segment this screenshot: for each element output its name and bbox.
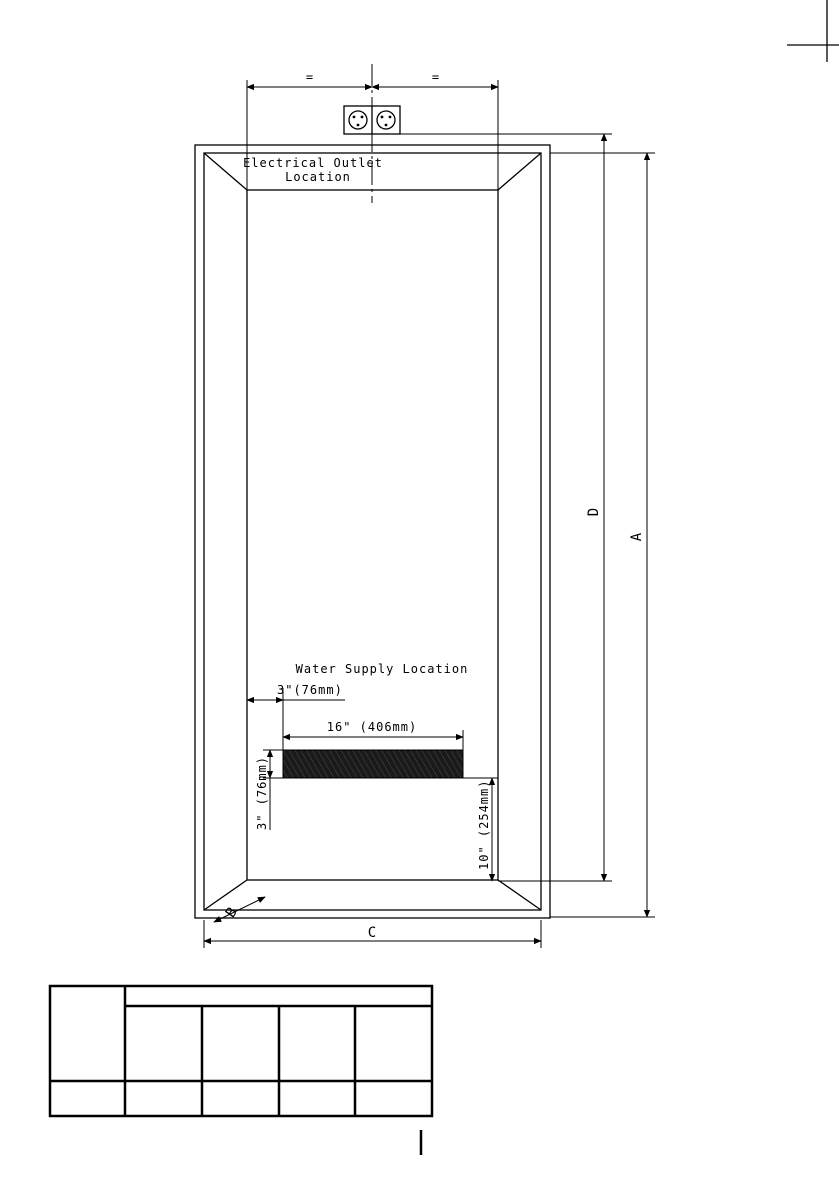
dimension-table	[50, 986, 432, 1116]
dimension-c-label: C	[367, 925, 377, 941]
water-offset-label: 3"(76mm)	[277, 683, 343, 697]
water-supply-area	[283, 750, 463, 778]
water-width-label: 16" (406mm)	[326, 720, 418, 734]
electrical-outlet-title: Electrical Outlet	[243, 156, 383, 170]
water-supply-title: Water Supply Location	[295, 662, 469, 676]
equal-left-label: =	[305, 70, 315, 84]
dimension-d-label: D	[586, 507, 602, 517]
water-floor-label: 10" (254mm)	[477, 779, 491, 870]
dimension-a-label: A	[629, 532, 645, 542]
dimension-b-label: B	[222, 904, 241, 921]
equal-right-label: =	[431, 70, 441, 84]
niche-outline	[195, 145, 550, 918]
water-height-label: 3" (76mm)	[255, 755, 269, 830]
electrical-outlet-subtitle: Location	[285, 170, 351, 184]
crop-marks	[787, 0, 839, 62]
